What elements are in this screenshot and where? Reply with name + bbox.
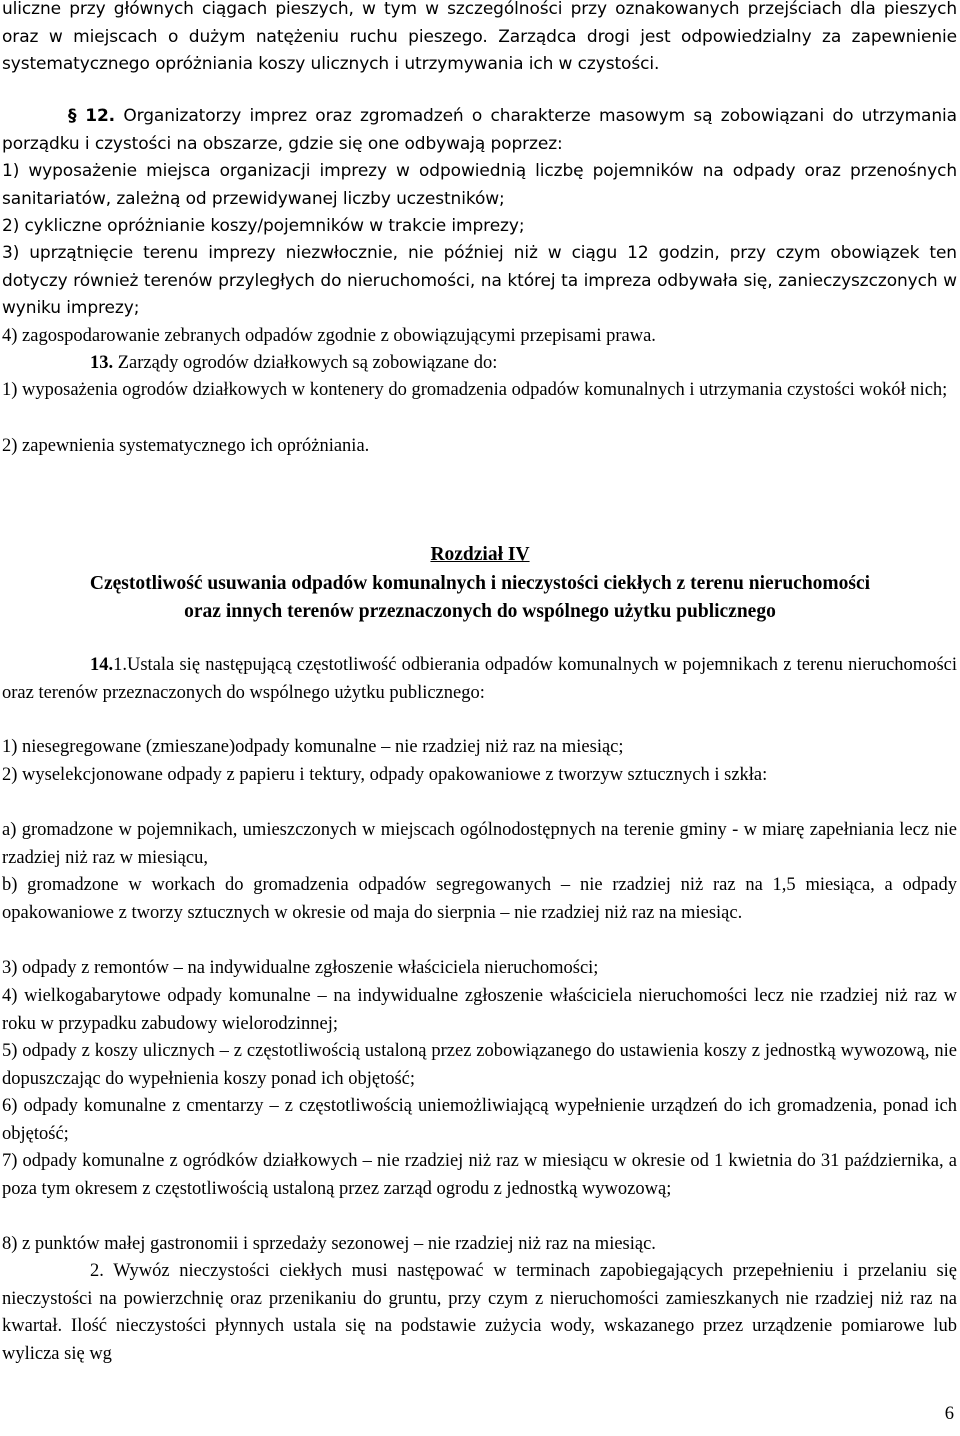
section-12-intro-text: Organizatorzy imprez oraz zgromadzeń o charakterze masowym są zobowiązani do utrzymania porządku i czystości na obszarze, gdzie się one odbywają poprzez: xyxy=(2,106,957,154)
section-14-item-2a: a) gromadzone w pojemnikach, umieszczonych w miejscach ogólnodostępnych na terenie gminy - w miarę zapełniania lecz nie rzadziej niż raz w miesiącu, xyxy=(2,820,957,868)
chapter-number: Rozdział IV xyxy=(430,544,530,565)
section-13-item-1: 1) wyposażenia ogrodów działkowych w kontenery do gromadzenia odpadów komunalnych i utrzymania czystości wokół nich; xyxy=(2,380,948,400)
section-12-item-4: 4) zagospodarowanie zebranych odpadów zgodnie z obowiązującymi przepisami prawa. xyxy=(2,326,656,346)
section-14-item-5: 5) odpady z koszy ulicznych – z częstotliwością ustaloną przez zobowiązanego do ustawienia koszy z jednostką wywozową, nie dopuszczając do wypełnienia koszy ponad ich objętość; xyxy=(2,1041,957,1089)
section-14-mark: 14. xyxy=(90,655,114,675)
section-14-item-2: 2) wyselekcjonowane odpady z papieru i tektury, odpady opakowaniowe z tworzyw sztucznych i szkła: xyxy=(2,765,768,785)
section-14-item-2b: b) gromadzone w workach do gromadzenia odpadów segregowanych – nie rzadziej niż raz na 1,5 miesiąca, a odpady opakowaniowe z tworzy sztucznych w okresie od maja do sierpnia – nie rzadziej niż raz na miesiąc. xyxy=(2,875,957,923)
page-number: 6 xyxy=(944,1404,954,1424)
section-13-item-2: 2) zapewnienia systematycznego ich opróżniania. xyxy=(2,436,370,456)
section-14-paragraph-2-text: 2. Wywóz nieczystości ciekłych musi następować w terminach zapobiegających przepełnieniu i przelaniu się nieczystości na powierzchnię oraz przenikaniu do gruntu, przy czym z nieruchomości zamieszkanych nie rzadziej niż raz na kwartał. Ilość nieczystości płynnych ustala się na podstawie zużycia wody, wskazanego przez urządzenie pomiarowe lub wylicza się wg xyxy=(2,1261,957,1364)
section-12-item-3: 3) uprzątnięcie terenu imprezy niezwłocznie, nie później niż w ciągu 12 godzin, przy czym obowiązek ten dotyczy również terenów przyległych do nieruchomości, na której ta impreza odbywała się, zanieczyszczonych w wyniku imprezy; xyxy=(2,243,957,318)
section-12-item-1: 1) wyposażenie miejsca organizacji imprezy w odpowiednią liczbę pojemników na odpady oraz przenośnych sanitariatów, zależną od przewidywanej liczby uczestników; xyxy=(2,161,957,209)
section-13-intro xyxy=(2,350,957,378)
section-14-paragraph-2 xyxy=(2,1258,957,1368)
section-13-intro-text: Zarządy ogrodów działkowych są zobowiązane do: xyxy=(117,353,498,373)
section-14-item-4: 4) wielkogabarytowe odpady komunalne – na indywidualne zgłoszenie właściciela nieruchomości lecz nie rzadziej niż raz w roku w przypadku zabudowy wielorodzinnej; xyxy=(2,986,957,1034)
section-12-intro xyxy=(2,103,957,158)
section-14-item-7: 7) odpady komunalne z ogródków działkowych – nie rzadziej niż raz w miesiącu w okresie od 1 kwietnia do 31 października, a poza tym okresem z częstotliwością ustaloną przez zarząd ogrodu z jednostką wywozową; xyxy=(2,1151,957,1199)
section-14-item-6: 6) odpady komunalne z cmentarzy – z częstotliwością uniemożliwiającą wypełnienie urządzeń do ich gromadzenia, ponad ich objętość; xyxy=(2,1096,957,1144)
section-14-item-8: 8) z punktów małej gastronomii i sprzedaży sezonowej – nie rzadziej niż raz na miesiąc. xyxy=(2,1234,656,1254)
section-13-mark: 13. xyxy=(90,353,114,373)
chapter-title-line-2: oraz innych terenów przeznaczonych do wspólnego użytku publicznego xyxy=(184,601,776,622)
paragraph-continuation: uliczne przy głównych ciągach pieszych, w tym w szczególności przy oznakowanych przejściach dla pieszych oraz w miejscach o dużym natężeniu ruchu pieszego. Zarządca drogi jest odpowiedzialny za zapewnienie systematycznego opróżniania koszy ulicznych i utrzymywania ich w czystości. xyxy=(2,0,957,74)
section-14-intro-text: 1.Ustala się następującą częstotliwość odbierania odpadów komunalnych w pojemnikach z terenu nieruchomości oraz terenów przeznaczonych do wspólnego użytku publicznego: xyxy=(2,655,957,703)
section-12-item-2: 2) cykliczne opróżnianie koszy/pojemników w trakcie imprezy; xyxy=(2,216,525,236)
section-14-intro xyxy=(2,652,957,707)
chapter-title-line-1: Częstotliwość usuwania odpadów komunalnych i nieczystości ciekłych z terenu nieruchomości xyxy=(89,573,871,594)
section-14-item-3: 3) odpady z remontów – na indywidualne zgłoszenie właściciela nieruchomości; xyxy=(2,958,599,978)
section-14-item-1: 1) niesegregowane (zmieszane)odpady komunalne – nie rzadziej niż raz na miesiąc; xyxy=(2,737,624,757)
section-12-mark: § 12. xyxy=(68,106,116,126)
